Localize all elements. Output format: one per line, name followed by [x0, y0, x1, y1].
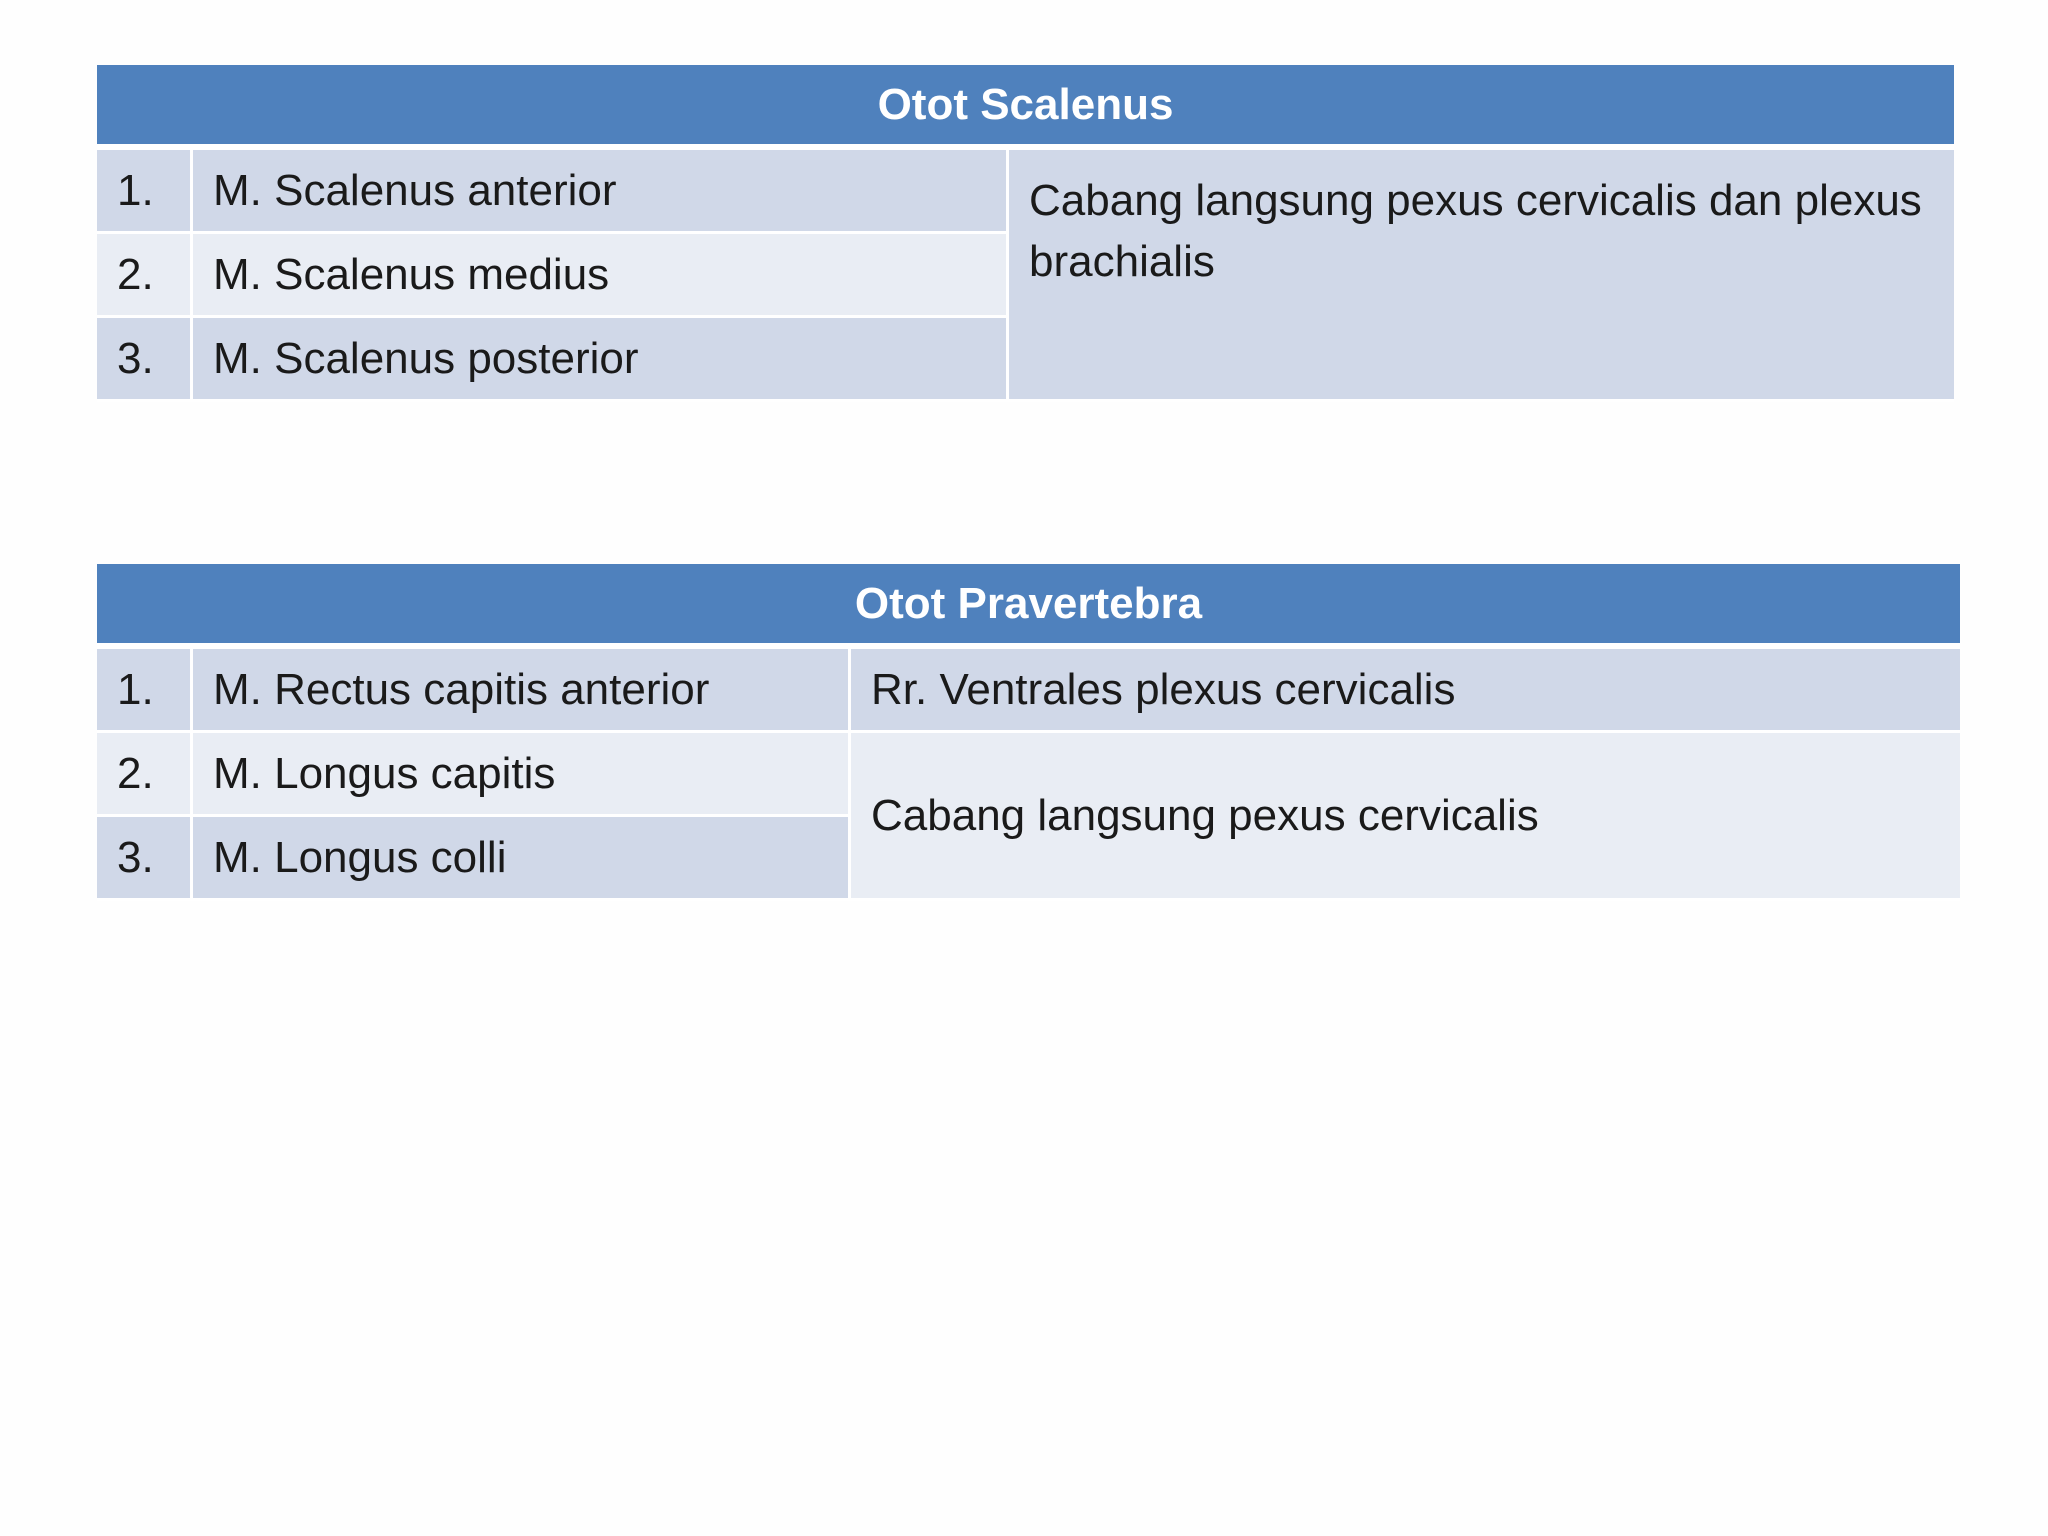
table-row: [97, 649, 1960, 733]
row-number: 1.: [97, 150, 193, 234]
pravertebra-table: [97, 564, 1960, 901]
table-row: [97, 150, 1954, 234]
innervation-cell: Cabang langsung pexus cervicalis: [851, 733, 1960, 901]
muscle-name: M. Longus capitis: [193, 733, 851, 817]
row-number: 1.: [97, 649, 193, 733]
row-number: 2.: [97, 733, 193, 817]
table-row: [97, 733, 1960, 817]
muscle-name: M. Rectus capitis anterior: [193, 649, 851, 733]
muscle-name: M. Scalenus anterior: [193, 150, 1009, 234]
scalenus-table: [97, 65, 1954, 402]
row-number: 3.: [97, 817, 193, 901]
muscle-name: M. Longus colli: [193, 817, 851, 901]
scalenus-table-title: Otot Scalenus: [97, 65, 1954, 150]
innervation-cell: Cabang langsung pexus cervicalis dan plexus brachialis: [1009, 150, 1954, 402]
pravertebra-table-title: Otot Pravertebra: [97, 564, 1960, 649]
row-number: 3.: [97, 318, 193, 402]
row-number: 2.: [97, 234, 193, 318]
innervation-cell: Rr. Ventrales plexus cervicalis: [851, 649, 1960, 733]
muscle-name: M. Scalenus medius: [193, 234, 1009, 318]
muscle-name: M. Scalenus posterior: [193, 318, 1009, 402]
